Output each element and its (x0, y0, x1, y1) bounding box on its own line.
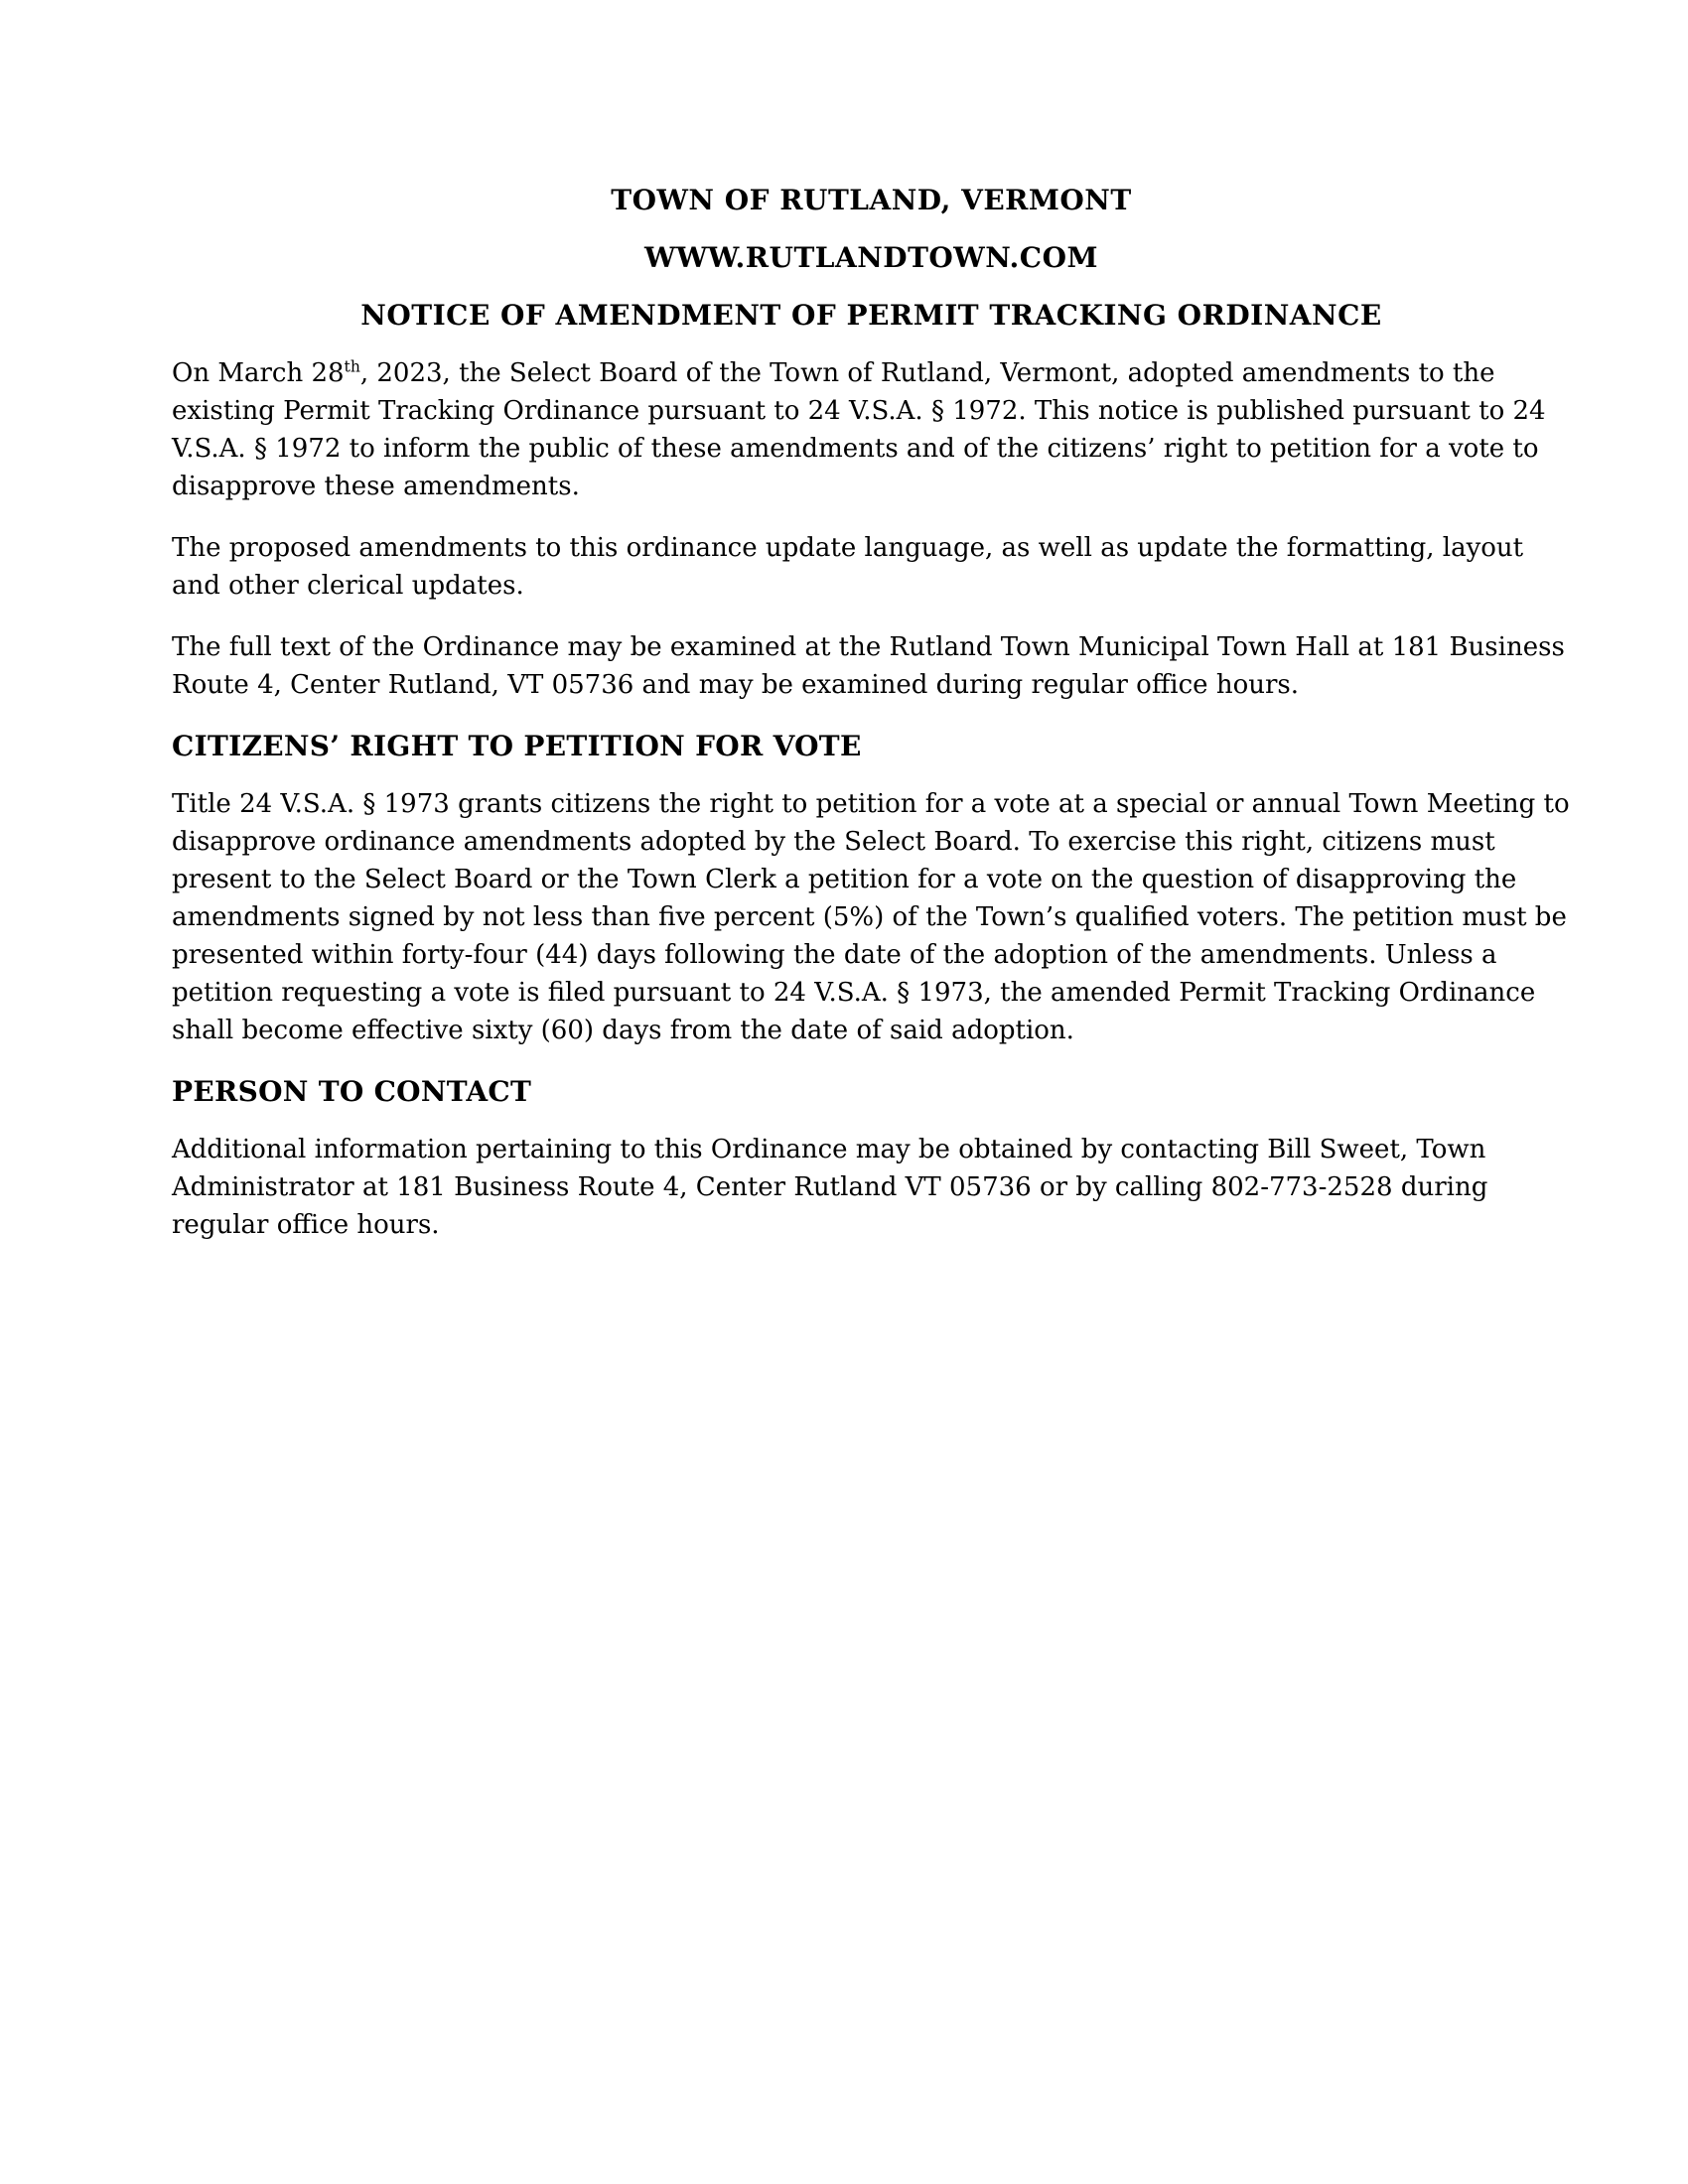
paragraph-full-text-location: The full text of the Ordinance may be examined at the Rutland Town Municipal Town Hall at 181 Business Route 4, Center Rutland, VT 05736 and may be examined during regular office hours. (172, 632, 1565, 700)
adoption-date-ordinal-superscript: th (344, 357, 360, 376)
doc-notice-title: NOTICE OF AMENDMENT OF PERMIT TRACKING ORDINANCE (360, 299, 1382, 332)
section-heading-person-to-contact: PERSON TO CONTACT (172, 1075, 532, 1108)
doc-website: WWW.RUTLANDTOWN.COM (644, 241, 1098, 274)
paragraph-person-to-contact: Additional information pertaining to this Ordinance may be obtained by contacting Bill Sweet, Town Administrator at 181 Business Route 4, Center Rutland VT 05736 or by calling 802-773-2528 during regular office hours. (172, 1135, 1488, 1240)
paragraph-proposed-amendments: The proposed amendments to this ordinance update language, as well as update the formatting, layout and other clerical updates. (172, 533, 1524, 601)
adoption-notice-rest: , 2023, the Select Board of the Town of Rutland, Vermont, adopted amendments to the existing Permit Tracking Ordinance pursuant to 24 V.S.A. § 1972. This notice is published pursuant to 24 V.S.A. § 1972 to inform the public of these amendments and of the citizens’ right to petition for a vote to disapprove these amendments. (172, 358, 1546, 501)
section-heading-citizens-right-to-petition: CITIZENS’ RIGHT TO PETITION FOR VOTE (172, 730, 862, 762)
adoption-notice-prefix: On March 28 (172, 358, 345, 388)
doc-town-title: TOWN OF RUTLAND, VERMONT (611, 184, 1132, 216)
paragraph-adoption-notice (172, 354, 1571, 505)
paragraph-citizens-right-to-petition: Title 24 V.S.A. § 1973 grants citizens the right to petition for a vote at a special or annual Town Meeting to disapprove ordinance amendments adopted by the Select Board. To exercise this right, citizens must present to the Select Board or the Town Clerk a petition for a vote on the question of disapproving the amendments signed by not less than five percent (5%) of the Town’s qualified voters. The petition must be presented within forty-four (44) days following the date of the adoption of the amendments. Unless a petition requesting a vote is filed pursuant to 24 V.S.A. § 1973, the amended Permit Tracking Ordinance shall become effective sixty (60) days from the date of said adoption. (172, 789, 1570, 1045)
